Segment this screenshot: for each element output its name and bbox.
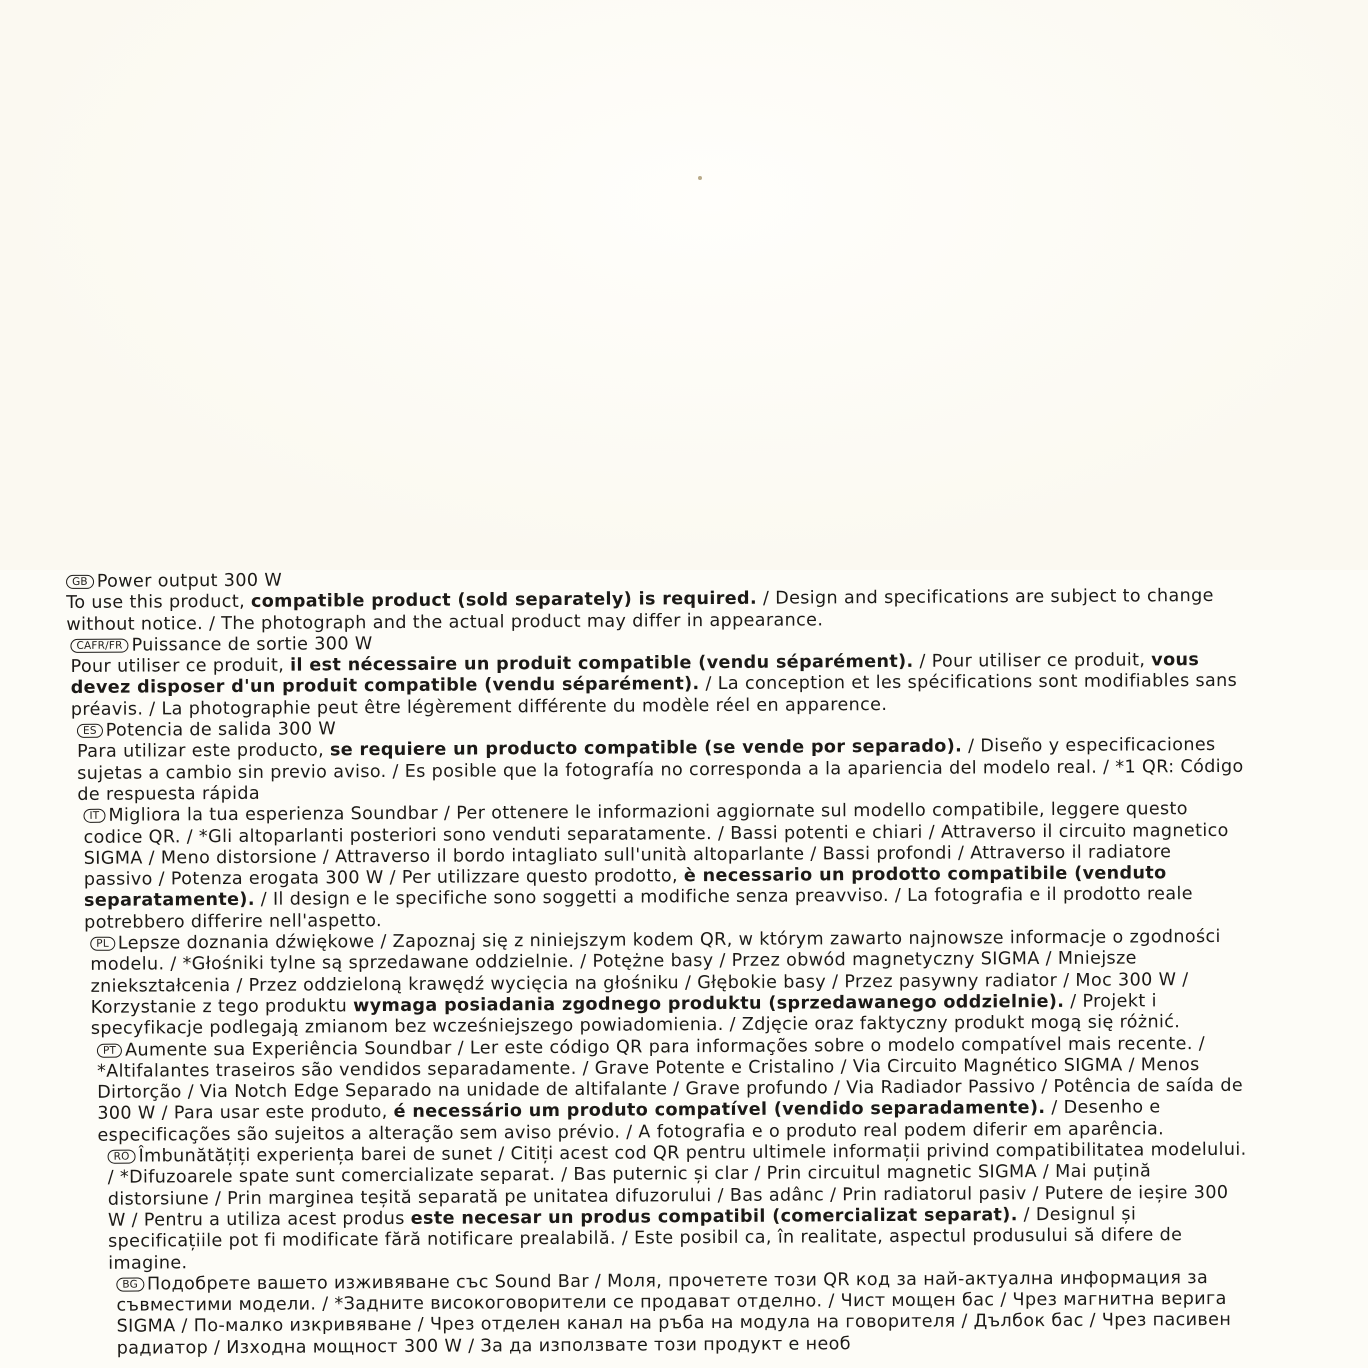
section-gb-body bbox=[66, 586, 1244, 636]
section-fr-title: Puissance de sortie 300 W bbox=[131, 633, 373, 656]
section-gb-text: To use this product, bbox=[66, 592, 251, 614]
section-fr bbox=[62, 629, 1244, 721]
section-ro-body bbox=[108, 1140, 1249, 1275]
section-bg-text: / Моля, прочетете този QR код за най-актуална информация за съвместими модели. / *Задните високоговорители се продават отделно. / Чист мощен бас / Чрез магнитна верига SIGMA / По-малко изкривяване / Чрез отделен канал на ръба на модула на говорителя / Дълбок бас / Чрез пасивен радиатор / Изходна мощност 300 W / За да използвате този продукт е необ bbox=[116, 1267, 1232, 1359]
section-ro bbox=[66, 1140, 1249, 1275]
section-pl-bold: wymaga posiadania zgodnego produktu (sprzedawanego oddzielnie). bbox=[353, 991, 1065, 1017]
section-pt-body bbox=[97, 1033, 1248, 1147]
package-blank-area bbox=[0, 0, 1368, 570]
section-pt bbox=[65, 1033, 1248, 1147]
section-es-bold: se requiere un producto compatible (se vende por separado). bbox=[329, 736, 963, 761]
language-tag-pl: PL bbox=[90, 937, 115, 951]
section-it-bold: è necessario un prodotto compatibile (venduto separatamente). bbox=[83, 863, 1167, 912]
language-tag-es: ES bbox=[77, 724, 103, 738]
section-fr-text-middle: / Pour utiliser ce produit, bbox=[913, 650, 1152, 672]
section-pl-text: / Zapoznaj się z niniejszym kodem QR, w którym zawarto najnowsze informacje o zgodności modelu. / *Głośniki tylne są sprzedawane oddzielnie. / Potężne basy / Przez obwód magnetyczny SIGMA / Mniejsze zniekształcenia / Przez oddzieloną krawędź wycięcia na głośniku / Głębokie basy / Przez pasywny radiator / Moc 300 W / Korzystanie z tego produktu bbox=[90, 926, 1221, 1018]
section-ro-text-after: / Designul și specificațiile pot fi modificate fără notificare prealabilă. / Este posibil ca, în realitate, aspectul produsului să difere de imagine. bbox=[108, 1204, 1183, 1274]
section-it bbox=[63, 799, 1246, 934]
section-es-body bbox=[77, 735, 1245, 806]
language-tag-pt: PT bbox=[97, 1043, 122, 1057]
section-pl-title: Lepsze doznania dźwiękowe bbox=[117, 932, 375, 954]
section-bg bbox=[66, 1268, 1248, 1360]
section-pl bbox=[64, 927, 1247, 1041]
section-pt-text-after: / Desenho e especificações são sujeitos a alteração sem aviso prévio. / A fotografia e o produto real podem diferir em aparência. bbox=[97, 1097, 1165, 1146]
language-tag-fr: CAFR/FR bbox=[70, 638, 128, 652]
section-gb-bold: compatible product (sold separately) is required. bbox=[250, 589, 758, 613]
section-es-title: Potencia de salida 300 W bbox=[105, 719, 337, 741]
section-pt-bold: é necessário um produto compatível (vendido separadamente). bbox=[393, 1098, 1046, 1123]
section-bg-body bbox=[116, 1268, 1248, 1360]
section-pl-text-after: / Projekt i specyfikacje podlegają zmianom bez wcześniejszego powiadomienia. / Zdjęcie oraz faktyczny produkt mogą się różnić. bbox=[90, 991, 1181, 1040]
section-es-text-after: / Diseño y especificaciones sujetas a cambio sin previo aviso. / Es posible que la fotografía no corresponda a la apariencia del modelo real. / *1 QR: Código de respuesta rápida bbox=[77, 735, 1244, 805]
language-tag-bg: BG bbox=[116, 1277, 144, 1291]
section-fr-text-after: / La conception et les spécifications sont modifiables sans préavis. / La photographie peut être légèrement différente du modèle réel en apparence. bbox=[70, 671, 1238, 720]
section-pl-body bbox=[90, 927, 1247, 1041]
section-gb-title: Power output 300 W bbox=[96, 570, 283, 592]
section-fr-text: Pour utiliser ce produit, bbox=[70, 655, 291, 678]
section-it-text: / Per ottenere le informazioni aggiornate sul modello compatibile, leggere questo codice QR. / *Gli altoparlanti posteriori sono venduti separatamente. / Bassi potenti e chiari / Attraverso il circuito magnetico SIGMA / Meno distorsione / Attraverso il bordo intagliato sull'unità altoparlante / Bassi profondi / Attraverso il radiatore passivo / Potenza erogata 300 W / Per utilizzare questo prodotto, bbox=[83, 799, 1229, 891]
section-es bbox=[63, 714, 1245, 806]
section-it-body bbox=[83, 799, 1246, 934]
printing-speck bbox=[698, 176, 702, 180]
section-ro-title: Îmbunătățiți experiența barei de sunet bbox=[138, 1144, 493, 1167]
language-tag-ro: RO bbox=[108, 1150, 136, 1164]
section-bg-title: Подобрете вашето изживяване със Sound Bar bbox=[146, 1271, 589, 1295]
section-pt-text: / Ler este código QR para informações sobre o modelo compatível mais recente. / *Altifalantes traseiros são vendidos separadamente. / Grave Potente e Cristalino / Via Circuito Magnético SIGMA / Menos Dirtorção / Via Notch Edge Separado na unidade de altifalante / Grave profundo / Via Radiador Passivo / Potência de saída de 300 W / Para usar este produto, bbox=[96, 1033, 1244, 1125]
section-fr-bold: il est nécessaire un produit compatible (vendu séparément). bbox=[290, 651, 914, 676]
section-ro-bold: este necesar un produs compatibil (comercializat separat). bbox=[410, 1205, 1018, 1229]
language-tag-gb: GB bbox=[66, 575, 94, 589]
section-it-text-after: / Il design e le specifiche sono soggetti a modifiche senza preavviso. / La fotografia e il prodotto reale potrebbero differire nell'aspetto. bbox=[84, 884, 1193, 933]
section-es-text: Para utilizar este producto, bbox=[77, 740, 331, 763]
section-gb bbox=[62, 565, 1244, 636]
section-fr-body bbox=[71, 650, 1245, 721]
section-it-title: Migliora la tua esperienza Soundbar bbox=[108, 803, 439, 826]
multilingual-notice bbox=[62, 565, 1249, 1360]
section-fr-bold-2: vous devez disposer d'un produit compatible (vendu séparément). bbox=[70, 650, 1200, 699]
section-pt-title: Aumente sua Experiência Soundbar bbox=[125, 1038, 452, 1061]
section-ro-text: / Citiți acest cod QR pentru ultimele informații privind compatibilitatea modelului. / *Difuzoarele spate sunt comercializate separat. / Bas puternic și clar / Prin circuitul magnetic SIGMA / Mai puțină distorsiune / Prin marginea teșită separată pe unitatea difuzorului / Bas adânc / Prin radiatorul pasiv / Putere de ieșire 300 W / Pentru a utiliza acest produs bbox=[107, 1139, 1247, 1231]
language-tag-it: IT bbox=[83, 809, 105, 823]
section-gb-text-after: / Design and specifications are subject to change without notice. / The photograph and the actual product may differ in appearance. bbox=[66, 586, 1214, 635]
